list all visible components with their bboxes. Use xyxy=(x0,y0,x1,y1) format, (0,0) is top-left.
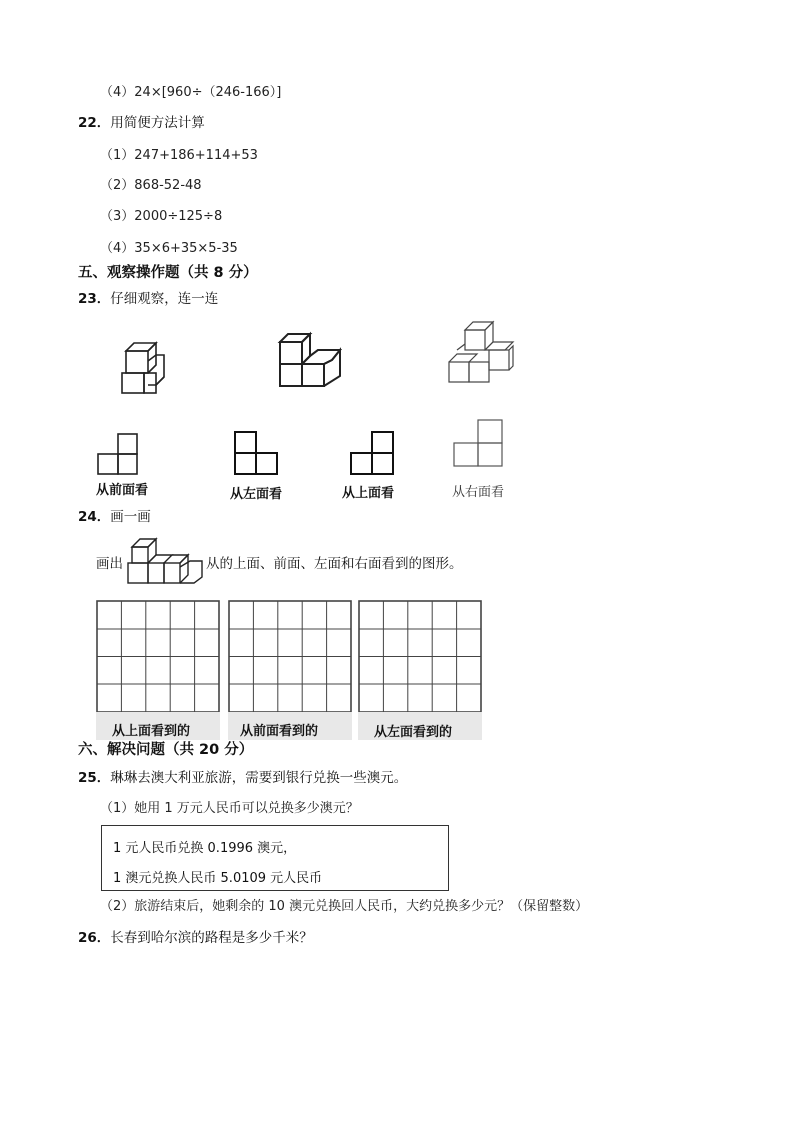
q24-prompt-after: 从的上面、前面、左面和右面看到的图形。 xyxy=(206,556,463,572)
q24-label-front: 从前面看到的 xyxy=(240,724,319,739)
q25-box-line-2: 1 澳元兑换人民币 5.0109 元人民币 xyxy=(113,871,323,886)
q24-solid xyxy=(124,533,206,595)
q25-heading xyxy=(78,772,407,786)
q22-item-4: （4）35×6+35×5-35 xyxy=(100,241,238,256)
section-5-title: 五、观察操作题（共 8 分） xyxy=(78,265,258,281)
q25-title: 琳琳去澳大利亚旅游，需要到银行兑换一些澳元。 xyxy=(110,770,408,786)
q24-prompt-before: 画出 xyxy=(96,556,123,572)
q24-label-top: 从上面看到的 xyxy=(112,724,191,739)
q23-heading xyxy=(78,293,218,307)
q23-solid-3 xyxy=(443,318,517,388)
q24-title: 画一画 xyxy=(110,509,151,525)
q24-label-left: 从左面看到的 xyxy=(374,725,453,740)
q23-label-right: 从右面看 xyxy=(452,485,505,500)
q24-grid-top xyxy=(96,600,222,740)
q26-number: 26． xyxy=(78,930,111,946)
q23-label-front: 从前面看 xyxy=(96,483,149,498)
q26-title: 长春到哈尔滨的路程是多少千米？ xyxy=(110,930,313,946)
q23-view-right xyxy=(452,418,504,468)
q25-sub-2: （2）旅游结束后，她剩余的 10 澳元兑换回人民币，大约兑换多少元？（保留整数） xyxy=(100,899,589,914)
q24-grid-left xyxy=(358,600,484,740)
q22-heading xyxy=(78,117,205,131)
q23-view-top xyxy=(349,430,395,476)
q22-number: 22． xyxy=(78,115,111,131)
q23-label-top: 从上面看 xyxy=(342,486,395,501)
section-6-title: 六、解决问题（共 20 分） xyxy=(78,742,254,758)
q23-label-left: 从左面看 xyxy=(230,487,283,502)
q22-item-1: （1）247+186+114+53 xyxy=(100,148,258,163)
q21-item-4: （4）24×[960÷（246-166）] xyxy=(100,85,282,100)
q25-sub-1: （1）她用 1 万元人民币可以兑换多少澳元？ xyxy=(100,801,359,816)
q23-solid-1 xyxy=(112,335,174,400)
q23-view-front xyxy=(96,432,138,476)
q22-title: 用简便方法计算 xyxy=(110,115,205,131)
q25-number: 25． xyxy=(78,770,111,786)
q24-heading xyxy=(78,511,151,525)
q22-item-3: （3）2000÷125÷8 xyxy=(100,209,223,224)
q24-grid-front xyxy=(228,600,354,740)
q25-box-line-1: 1 元人民币兑换 0.1996 澳元， xyxy=(113,841,297,856)
q23-number: 23． xyxy=(78,291,111,307)
q23-view-left xyxy=(232,430,280,476)
q24-number: 24． xyxy=(78,509,111,525)
q23-solid-2 xyxy=(276,330,352,392)
q23-title: 仔细观察，连一连 xyxy=(110,291,219,307)
q22-item-2: （2）868-52-48 xyxy=(100,178,202,193)
q26-heading xyxy=(78,932,313,946)
q25-info-box xyxy=(101,825,449,891)
